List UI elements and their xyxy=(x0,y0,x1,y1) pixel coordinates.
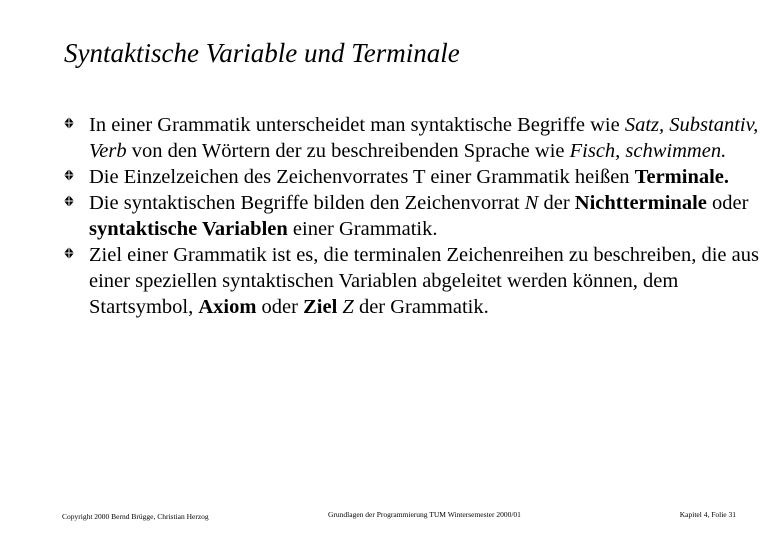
bullet-text: N xyxy=(524,192,539,214)
bullet-text: oder xyxy=(256,296,304,318)
footer-copyright: Copyright 2000 Bernd Brügge, Christian Herzog xyxy=(62,512,209,521)
bullet-text: Ziel xyxy=(303,296,338,318)
bullet-text: Z xyxy=(342,296,354,318)
bullet-item xyxy=(62,112,762,164)
bullet-text: der Grammatik. xyxy=(353,296,489,318)
diamond-bullet-icon xyxy=(62,164,84,190)
bullet-text: In einer Grammatik unterscheidet man syntaktische Begriffe wie xyxy=(89,114,625,136)
bullet-item xyxy=(62,190,762,242)
slide-title: Syntaktische Variable und Terminale xyxy=(64,38,460,68)
bullet-text: einer Grammatik. xyxy=(287,218,438,240)
bullet-text: Ziel einer Grammatik ist es, die terminalen Zeichenreihen zu beschreiben, die aus einer speziellen syntaktischen Variablen abgeleitet werden können, dem Startsymbol, xyxy=(89,244,759,318)
bullet-text: von den Wörtern der zu beschreibenden Sprache wie xyxy=(126,140,570,162)
bullet-text: Die syntaktischen Begriffe bilden den Zeichenvorrat xyxy=(89,192,525,214)
bullet-text: der xyxy=(538,192,575,214)
bullet-text: Terminale. xyxy=(634,166,730,188)
bullet-text: oder xyxy=(706,192,749,214)
footer-course: Grundlagen der Programmierung TUM Wintersemester 2000/01 xyxy=(328,510,521,519)
footer-slide-number: Kapitel 4, Folie 31 xyxy=(679,510,736,519)
bullet-text: syntaktische Variablen xyxy=(89,218,288,240)
diamond-bullet-icon xyxy=(62,242,84,268)
bullet-text: Axiom xyxy=(198,296,257,318)
bullet-text: Nichtterminale xyxy=(574,192,707,214)
bullet-list xyxy=(62,112,762,320)
bullet-item xyxy=(62,164,762,190)
bullet-text: Fisch, schwimmen. xyxy=(569,140,727,162)
bullet-text: Die Einzelzeichen des Zeichenvorrates T einer Grammatik heißen xyxy=(89,166,635,188)
diamond-bullet-icon xyxy=(62,190,84,216)
diamond-bullet-icon xyxy=(62,112,84,138)
bullet-text: Satz, Substantiv, Verb xyxy=(89,114,759,162)
bullet-item xyxy=(62,242,762,320)
